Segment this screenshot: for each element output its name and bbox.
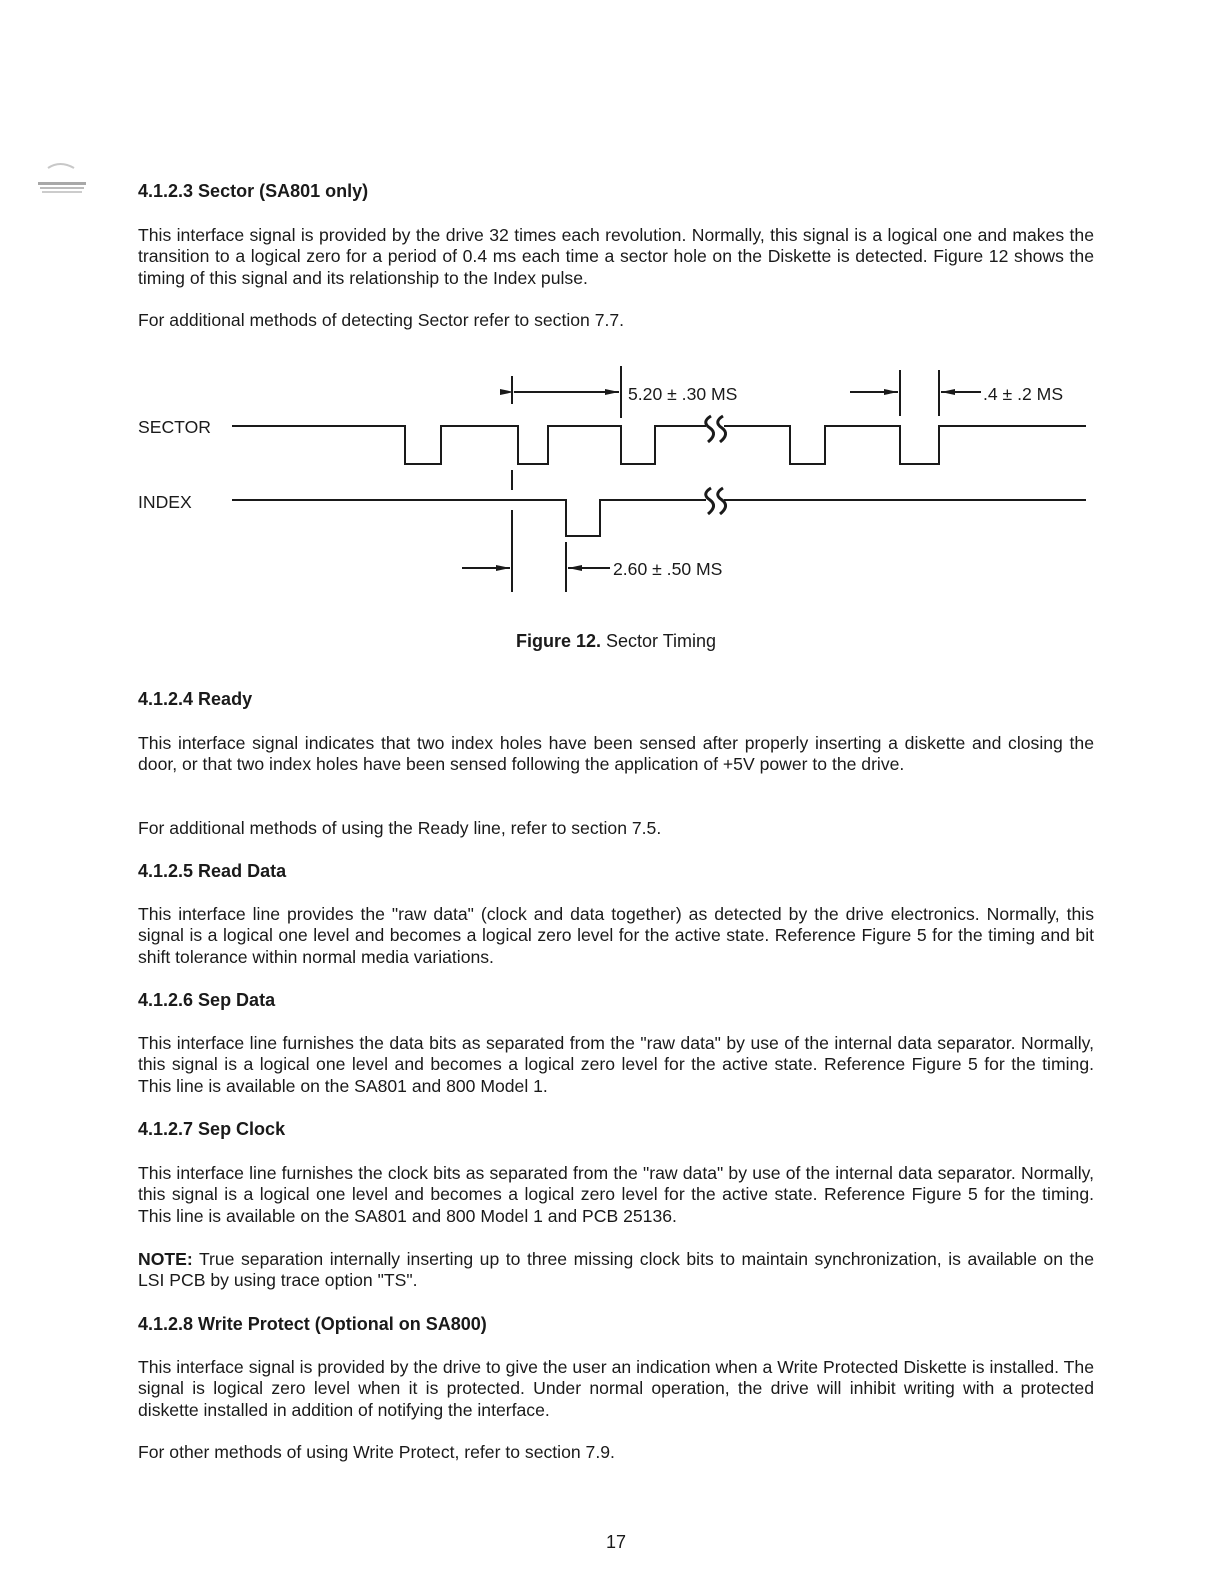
note-paragraph	[138, 1249, 1094, 1292]
section-heading-4-1-2-5: 4.1.2.5 Read Data	[138, 861, 287, 881]
pulse-dimension-label: .4 ± .2 MS	[983, 384, 1064, 404]
sep-clock-paragraph: This interface line furnishes the clock bits as separated from the "raw data" by use of the internal data separator. Normally, this signal is a logical one level and becomes a logical zero level for the active state. Reference Figure 5 for the timing. This line is available on the SA801 and 800 Model 1 and PCB 25136.	[138, 1163, 1094, 1226]
section-heading-4-1-2-8: 4.1.2.8 Write Protect (Optional on SA800)	[138, 1314, 487, 1334]
section-heading-4-1-2-4: 4.1.2.4 Ready	[138, 689, 253, 709]
page-number: 17	[605, 1532, 627, 1552]
sector-signal-label: SECTOR	[138, 417, 211, 437]
sector-break-symbol	[706, 416, 726, 442]
figure-12-caption	[138, 629, 1094, 653]
figure-caption-label: Figure 12.	[515, 631, 601, 651]
index-break-symbol	[706, 488, 726, 514]
ready-paragraph: This interface signal indicates that two index holes have been sensed after properly inserting a diskette and closing the door, or that two index holes have been sensed following the application of +5V power to the drive.	[138, 733, 1094, 775]
note-text: True separation internally inserting up to three missing clock bits to maintain synchronization, is available on the LSI PCB by using trace option "TS".	[138, 1249, 1094, 1291]
section-heading-4-1-2-7: 4.1.2.7 Sep Clock	[138, 1119, 286, 1139]
figure-12-sector-timing-diagram	[138, 360, 1098, 600]
write-protect-reference-paragraph: For other methods of using Write Protect, refer to section 7.9.	[138, 1442, 615, 1462]
section-heading-4-1-2-3: 4.1.2.3 Sector (SA801 only)	[138, 181, 369, 201]
index-waveform	[232, 500, 1086, 536]
sector-reference-paragraph: For additional methods of detecting Sector refer to section 7.7.	[138, 310, 625, 330]
sector-waveform	[232, 426, 1086, 464]
index-signal-label: INDEX	[138, 492, 192, 512]
note-label: NOTE:	[138, 1249, 193, 1269]
sep-data-paragraph: This interface line furnishes the data bits as separated from the "raw data" by use of the internal data separator. Normally, this signal is a logical one level and becomes a logical zero level for the active state. Reference Figure 5 for the timing. This line is available on the SA801 and 800 Model 1.	[138, 1033, 1094, 1096]
figure-caption-text: Sector Timing	[606, 631, 717, 651]
sector-paragraph: This interface signal is provided by the drive 32 times each revolution. Normally, this signal is a logical one and makes the transition to a logical zero for a period of 0.4 ms each time a sector hole on the Diskette is detected. Figure 12 shows the timing of this signal and its relationship to the Index pulse.	[138, 225, 1094, 288]
read-data-paragraph: This interface line provides the "raw data" (clock and data together) as detected by the drive electronics. Normally, this signal is a logical one level and becomes a logical zero level for the active state. Reference Figure 5 for the timing and bit shift tolerance within normal media variations.	[138, 904, 1094, 967]
ready-reference-paragraph: For additional methods of using the Ready line, refer to section 7.5.	[138, 818, 662, 838]
offset-dimension-label: 2.60 ± .50 MS	[613, 559, 723, 579]
section-heading-4-1-2-6: 4.1.2.6 Sep Data	[138, 990, 276, 1010]
write-protect-paragraph: This interface signal is provided by the drive to give the user an indication when a Write Protected Diskette is installed. The signal is logical zero level when it is protected. Under normal operation, the drive will inhibit writing with a protected diskette installed in addition of notifying the interface.	[138, 1357, 1094, 1420]
margin-scan-mark	[34, 158, 88, 206]
period-dimension-label: 5.20 ± .30 MS	[628, 384, 738, 404]
